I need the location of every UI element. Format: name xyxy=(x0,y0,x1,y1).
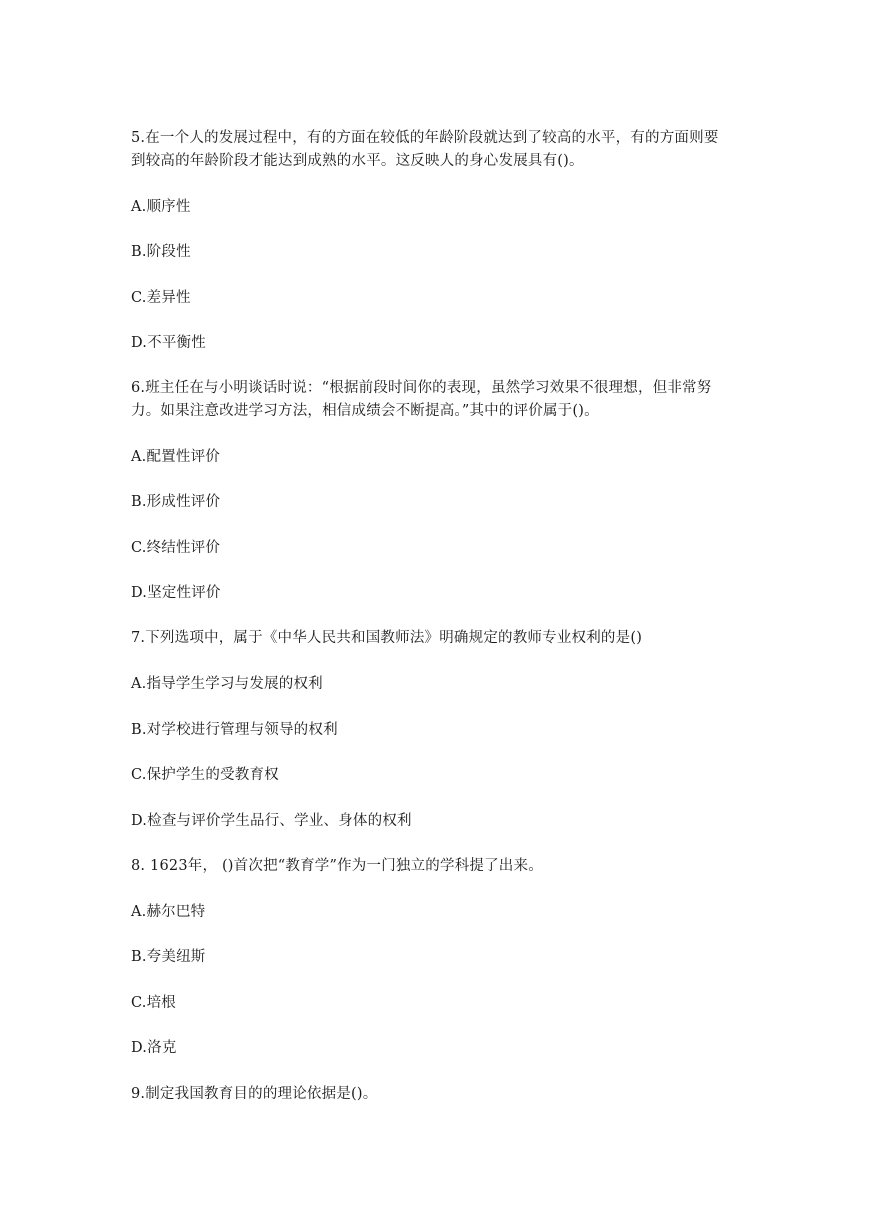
question-6-option-c: C.终结性评价 xyxy=(131,540,221,556)
question-5-option-d: D.不平衡性 xyxy=(131,335,206,351)
question-8-stem: 8. 1623年， ()首次把“教育学”作为一门独立的学科提了出来。 xyxy=(131,858,543,874)
question-8-option-a: A.赫尔巴特 xyxy=(131,904,206,920)
question-7-option-a: A.指导学生学习与发展的权利 xyxy=(131,676,323,692)
question-5-option-b: B.阶段性 xyxy=(131,244,191,260)
question-8-option-b: B.夸美纽斯 xyxy=(131,949,206,965)
question-5-stem-line-1: 5.在一个人的发展过程中，有的方面在较低的年龄阶段就达到了较高的水平，有的方面则要 xyxy=(131,130,719,146)
question-7-option-c: C.保护学生的受教育权 xyxy=(131,767,279,783)
question-8-option-c: C.培根 xyxy=(131,995,176,1011)
question-7-stem: 7.下列选项中，属于《中华人民共和国教师法》明确规定的教师专业权利的是() xyxy=(131,630,643,646)
question-6-option-b: B.形成性评价 xyxy=(131,494,221,510)
question-5-option-a: A.顺序性 xyxy=(131,199,191,215)
question-8-option-d: D.洛克 xyxy=(131,1040,177,1056)
question-7-option-b: B.对学校进行管理与领导的权利 xyxy=(131,722,338,738)
question-6-option-a: A.配置性评价 xyxy=(131,449,220,465)
question-9-stem: 9.制定我国教育目的的理论依据是()。 xyxy=(131,1086,378,1102)
question-5-option-c: C.差异性 xyxy=(131,290,191,306)
question-6-option-d: D.坚定性评价 xyxy=(131,585,221,601)
question-6-stem-line-1: 6.班主任在与小明谈话时说：“根据前段时间你的表现，虽然学习效果不很理想，但非常努 xyxy=(131,380,712,396)
question-5-stem-line-2: 到较高的年龄阶段才能达到成熟的水平。这反映人的身心发展具有()。 xyxy=(131,153,584,169)
question-6-stem-line-2: 力。如果注意改进学习方法，相信成绩会不断提高。”其中的评价属于()。 xyxy=(131,403,599,419)
question-7-option-d: D.检查与评价学生品行、学业、身体的权利 xyxy=(131,813,412,829)
